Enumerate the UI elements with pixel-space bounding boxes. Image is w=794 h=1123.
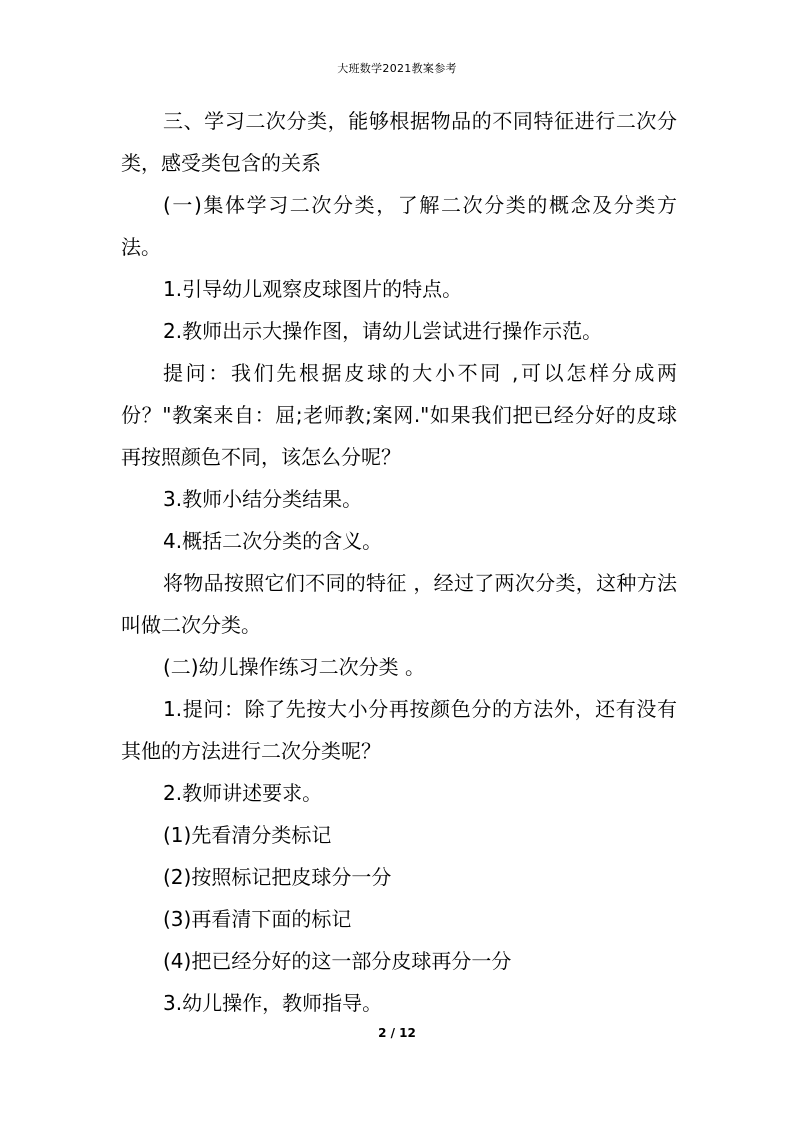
paragraph: 2.教师讲述要求。 xyxy=(163,781,323,805)
paragraph: (4)把已经分好的这一部分皮球再分一分 xyxy=(163,949,512,973)
paragraph: 1.提问：除了先按大小分再按颜色分的方法外，还有没有其他的方法进行二次分类呢？ xyxy=(121,697,677,763)
paragraph: (1)先看清分类标记 xyxy=(163,823,332,847)
paragraph: 三、学习二次分类，能够根据物品的不同特征进行二次分类，感受类包含的关系 xyxy=(121,109,677,175)
document-body xyxy=(121,100,677,1024)
paragraph: 3.幼儿操作，教师指导。 xyxy=(163,991,383,1015)
paragraph: (2)按照标记把皮球分一分 xyxy=(163,865,392,889)
paragraph: 2.教师出示大操作图，请幼儿尝试进行操作示范。 xyxy=(163,319,603,343)
paragraph: (二)幼儿操作练习二次分类 。 xyxy=(163,655,425,679)
paragraph: 1.引导幼儿观察皮球图片的特点。 xyxy=(163,277,463,301)
paragraph: 将物品按照它们不同的特征 ，经过了两次分类，这种方法叫做二次分类。 xyxy=(121,571,677,637)
paragraph: 3.教师小结分类结果。 xyxy=(163,487,363,511)
page-number: 2 / 12 xyxy=(378,1026,416,1040)
paragraph: (一)集体学习二次分类，了解二次分类的概念及分类方法。 xyxy=(121,193,677,259)
paragraph: (3)再看清下面的标记 xyxy=(163,907,352,931)
page-header: 大班数学2021教案参考 xyxy=(337,62,457,75)
paragraph: 4.概括二次分类的含义。 xyxy=(163,529,383,553)
paragraph: 提问：我们先根据皮球的大小不同 ,可以怎样分成两份？"教案来自：屈;老师教;案网."如果我们把已经分好的皮球再按照颜色不同，该怎么分呢？ xyxy=(121,361,677,469)
